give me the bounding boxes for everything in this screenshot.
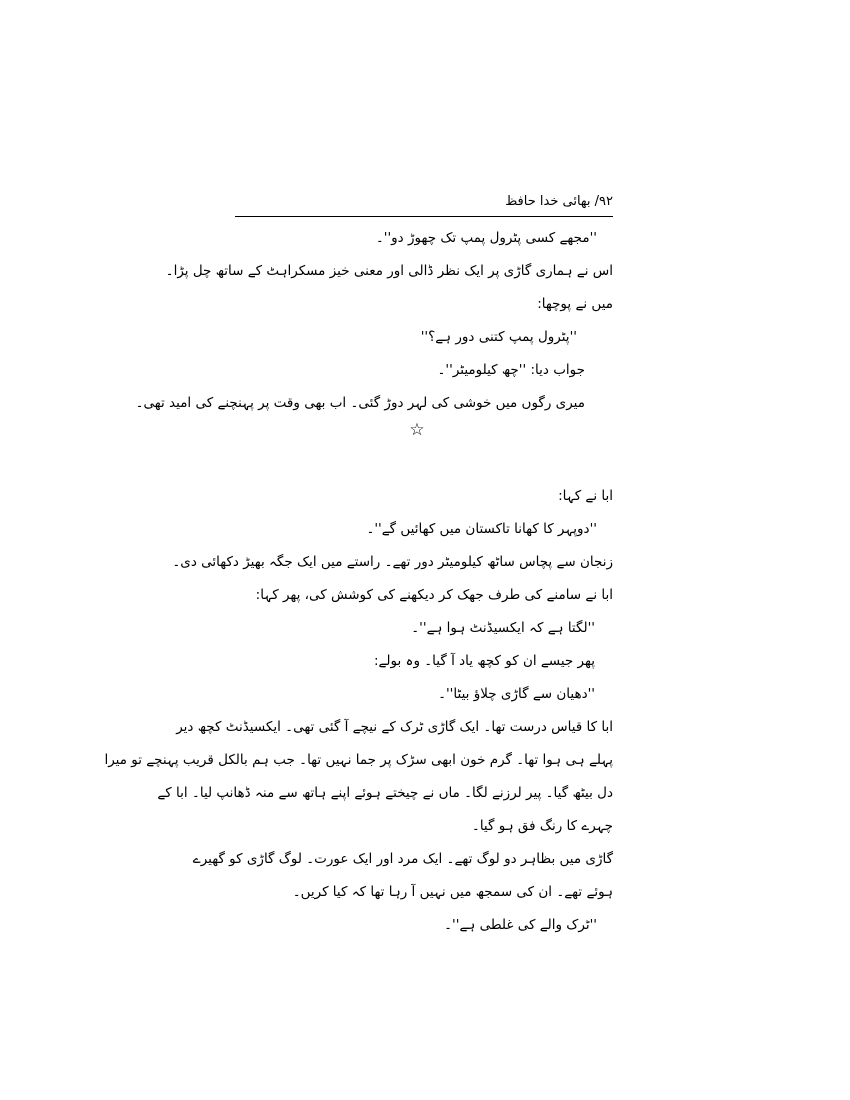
section-separator-star-icon: ☆: [409, 420, 425, 440]
paragraph-line: اس نے ہماری گاڑی پر ایک نظر ڈالی اور معنی خیز مسکراہٹ کے ساتھ چل پڑا۔: [165, 263, 613, 279]
dialogue-line: ''دوپہر کا کھانا تاکستان میں کھائیں گے''۔: [366, 521, 597, 537]
paragraph-line: زنجان سے پچاس ساٹھ کیلومیٹر دور تھے۔ راستے میں ایک جگہ بھیڑ دکھائی دی۔: [172, 554, 613, 570]
body-text: [104, 222, 613, 942]
paragraph-line: ابا نے کہا:: [558, 488, 613, 504]
paragraph-line: ابا کا قیاس درست تھا۔ ایک گاڑی ٹرک کے نیچے آ گئی تھی۔ ایکسیڈنٹ کچھ دیر: [176, 719, 613, 735]
paragraph-line: پھر جیسے ان کو کچھ یاد آ گیا۔ وہ بولے:: [373, 653, 595, 669]
paragraph-line: پہلے ہی ہوا تھا۔ گرم خون ابھی سڑک پر جما نہیں تھا۔ جب ہم بالکل قریب پہنچے تو میرا: [104, 752, 613, 768]
paragraph-line: جواب دیا: ''چھ کیلومیٹر''۔: [437, 362, 585, 378]
section-gap: [230, 440, 613, 460]
paragraph-line: میری رگوں میں خوشی کی لہر دوڑ گئی۔ اب بھی وقت پر پہنچنے کی امید تھی۔: [135, 395, 585, 411]
dialogue-line: ''دھیان سے گاڑی چلاؤ بیٹا''۔: [438, 686, 595, 702]
dialogue-line: ''پٹرول پمپ کتنی دور ہے؟'': [420, 329, 577, 345]
dialogue-line: ''مجھے کسی پٹرول پمپ تک چھوڑ دو''۔: [375, 230, 597, 246]
dialogue-line: ''ٹرک والے کی غلطی ہے''۔: [444, 917, 597, 933]
running-header: [235, 190, 613, 216]
paragraph-line: ابا نے سامنے کی طرف جھک کر دیکھنے کی کوشش کی، پھر کہا:: [255, 587, 613, 603]
header-divider: [235, 216, 613, 217]
paragraph-line: گاڑی میں بظاہر دو لوگ تھے۔ ایک مرد اور ایک عورت۔ لوگ گاڑی کو گھیرے: [192, 851, 613, 867]
paragraph-line: ہوئے تھے۔ ان کی سمجھ میں نہیں آ رہا تھا کہ کیا کریں۔: [292, 884, 613, 900]
dialogue-line: ''لگتا ہے کہ ایکسیڈنٹ ہوا ہے''۔: [411, 620, 595, 636]
page-number-and-title: ۹۲/ بھائی خدا حافظ: [505, 194, 613, 209]
paragraph-line: دل بیٹھ گیا۔ پیر لرزنے لگا۔ ماں نے چیختے ہوئے اپنے ہاتھ سے منہ ڈھانپ لیا۔ ابا کے: [157, 785, 613, 801]
paragraph-line: چہرے کا رنگ فق ہو گیا۔: [471, 818, 613, 834]
section-gap: [230, 460, 613, 480]
paragraph-line: میں نے پوچھا:: [537, 296, 613, 312]
